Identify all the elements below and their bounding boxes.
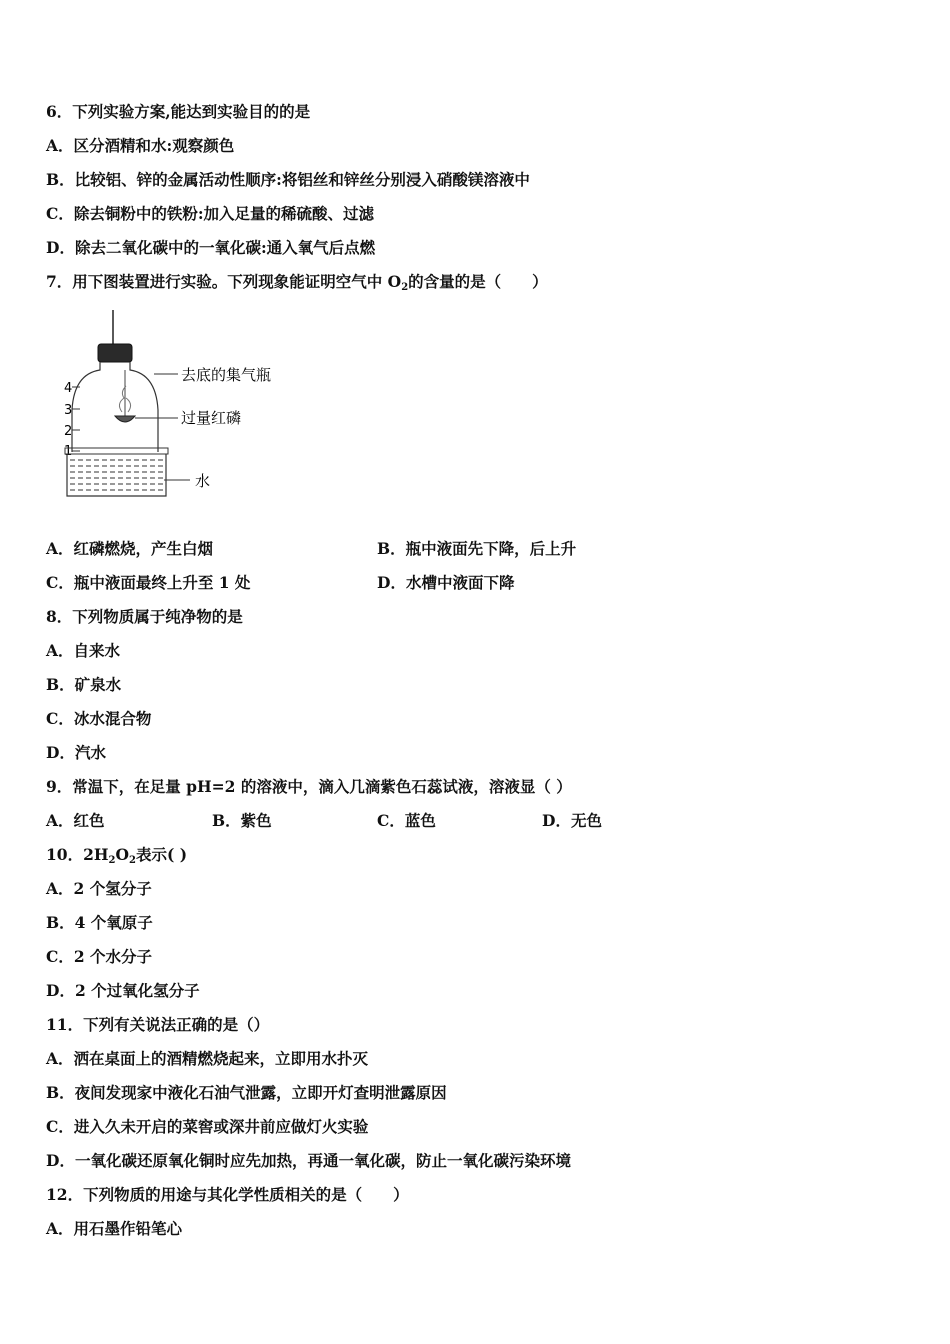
q10-option-a: A．2 个氢分子 <box>46 879 152 898</box>
label-water: 水 <box>195 472 211 490</box>
q7-stem-sub: 2 <box>401 282 409 293</box>
q7-stem <box>46 272 548 298</box>
q10-formula-a: 2H <box>83 845 109 864</box>
bottle-left-wall <box>72 362 100 452</box>
q10-formula-sub2: 2 <box>129 855 136 866</box>
q7-option-b: B．瓶中液面先下降，后上升 <box>377 539 577 558</box>
q6-option-a: A．区分酒精和水:观察颜色 <box>46 136 235 155</box>
q7-option-c: C．瓶中液面最终上升至 1 处 <box>46 573 251 592</box>
q7-option-a: A．红磷燃烧，产生白烟 <box>46 539 214 558</box>
q7-option-d: D．水槽中液面下降 <box>377 573 515 592</box>
q11-stem: 11．下列有关说法正确的是（） <box>46 1015 270 1034</box>
q8-option-a: A．自来水 <box>46 641 121 660</box>
q12-stem: 12．下列物质的用途与其化学性质相关的是（ ） <box>46 1185 409 1204</box>
label-phosphorus: 过量红磷 <box>181 409 242 427</box>
q10-formula-b: O <box>115 845 129 864</box>
water <box>70 460 164 490</box>
q11-option-c: C．进入久未开启的菜窖或深井前应做灯火实验 <box>46 1117 369 1136</box>
q7-stem-after: 的含量的是（ ） <box>408 272 548 291</box>
mark-4: 4 <box>64 381 73 396</box>
q9-option-a: A．红色 <box>46 811 105 830</box>
combustion-spoon <box>115 416 135 422</box>
q10-stem-after: 表示( ) <box>135 845 188 864</box>
q7-stem-before: 7．用下图装置进行实验。下列现象能证明空气中 O <box>46 272 402 291</box>
q9-option-b: B．紫色 <box>212 811 272 830</box>
q12-option-a: A．用石墨作铅笔心 <box>46 1219 183 1238</box>
q9-stem: 9．常温下，在足量 pH=2 的溶液中，滴入几滴紫色石蕊试液，溶液显（ ） <box>46 777 572 796</box>
q6-option-b: B．比较铝、锌的金属活动性顺序:将铝丝和锌丝分别浸入硝酸镁溶液中 <box>46 170 530 189</box>
q9-option-c: C．蓝色 <box>377 811 436 830</box>
q11-option-a: A．洒在桌面上的酒精燃烧起来，立即用水扑灭 <box>46 1049 369 1068</box>
mark-1: 1 <box>64 444 73 459</box>
q6-option-c: C．除去铜粉中的铁粉:加入足量的稀硫酸、过滤 <box>46 204 375 223</box>
q8-option-c: C．冰水混合物 <box>46 709 152 728</box>
label-bottle: 去底的集气瓶 <box>181 366 272 384</box>
trough-rim <box>65 448 168 454</box>
q8-stem: 8．下列物质属于纯净物的是 <box>46 607 243 626</box>
q6-stem: 6．下列实验方案,能达到实验目的的是 <box>46 102 311 121</box>
apparatus-figure <box>60 310 310 505</box>
q11-option-d: D．一氧化碳还原氧化铜时应先加热，再通一氧化碳，防止一氧化碳污染环境 <box>46 1151 571 1170</box>
q10-option-c: C．2 个水分子 <box>46 947 153 966</box>
q10-formula-sub1: 2 <box>108 855 116 866</box>
mark-3: 3 <box>64 403 73 418</box>
q11-option-b: B．夜间发现家中液化石油气泄露，立即开灯查明泄露原因 <box>46 1083 447 1102</box>
q10-option-b: B．4 个氧原子 <box>46 913 153 932</box>
q9-option-d: D．无色 <box>542 811 602 830</box>
stopper <box>98 344 132 362</box>
q8-option-d: D．汽水 <box>46 743 106 762</box>
q6-option-d: D．除去二氧化碳中的一氧化碳:通入氧气后点燃 <box>46 238 376 257</box>
mark-2: 2 <box>64 424 73 439</box>
q10-stem <box>46 845 187 871</box>
q10-option-d: D．2 个过氧化氢分子 <box>46 981 200 1000</box>
q10-number: 10． <box>46 845 84 864</box>
bottle-right-wall <box>130 362 158 452</box>
q8-option-b: B．矿泉水 <box>46 675 122 694</box>
smoke-2 <box>126 398 131 412</box>
